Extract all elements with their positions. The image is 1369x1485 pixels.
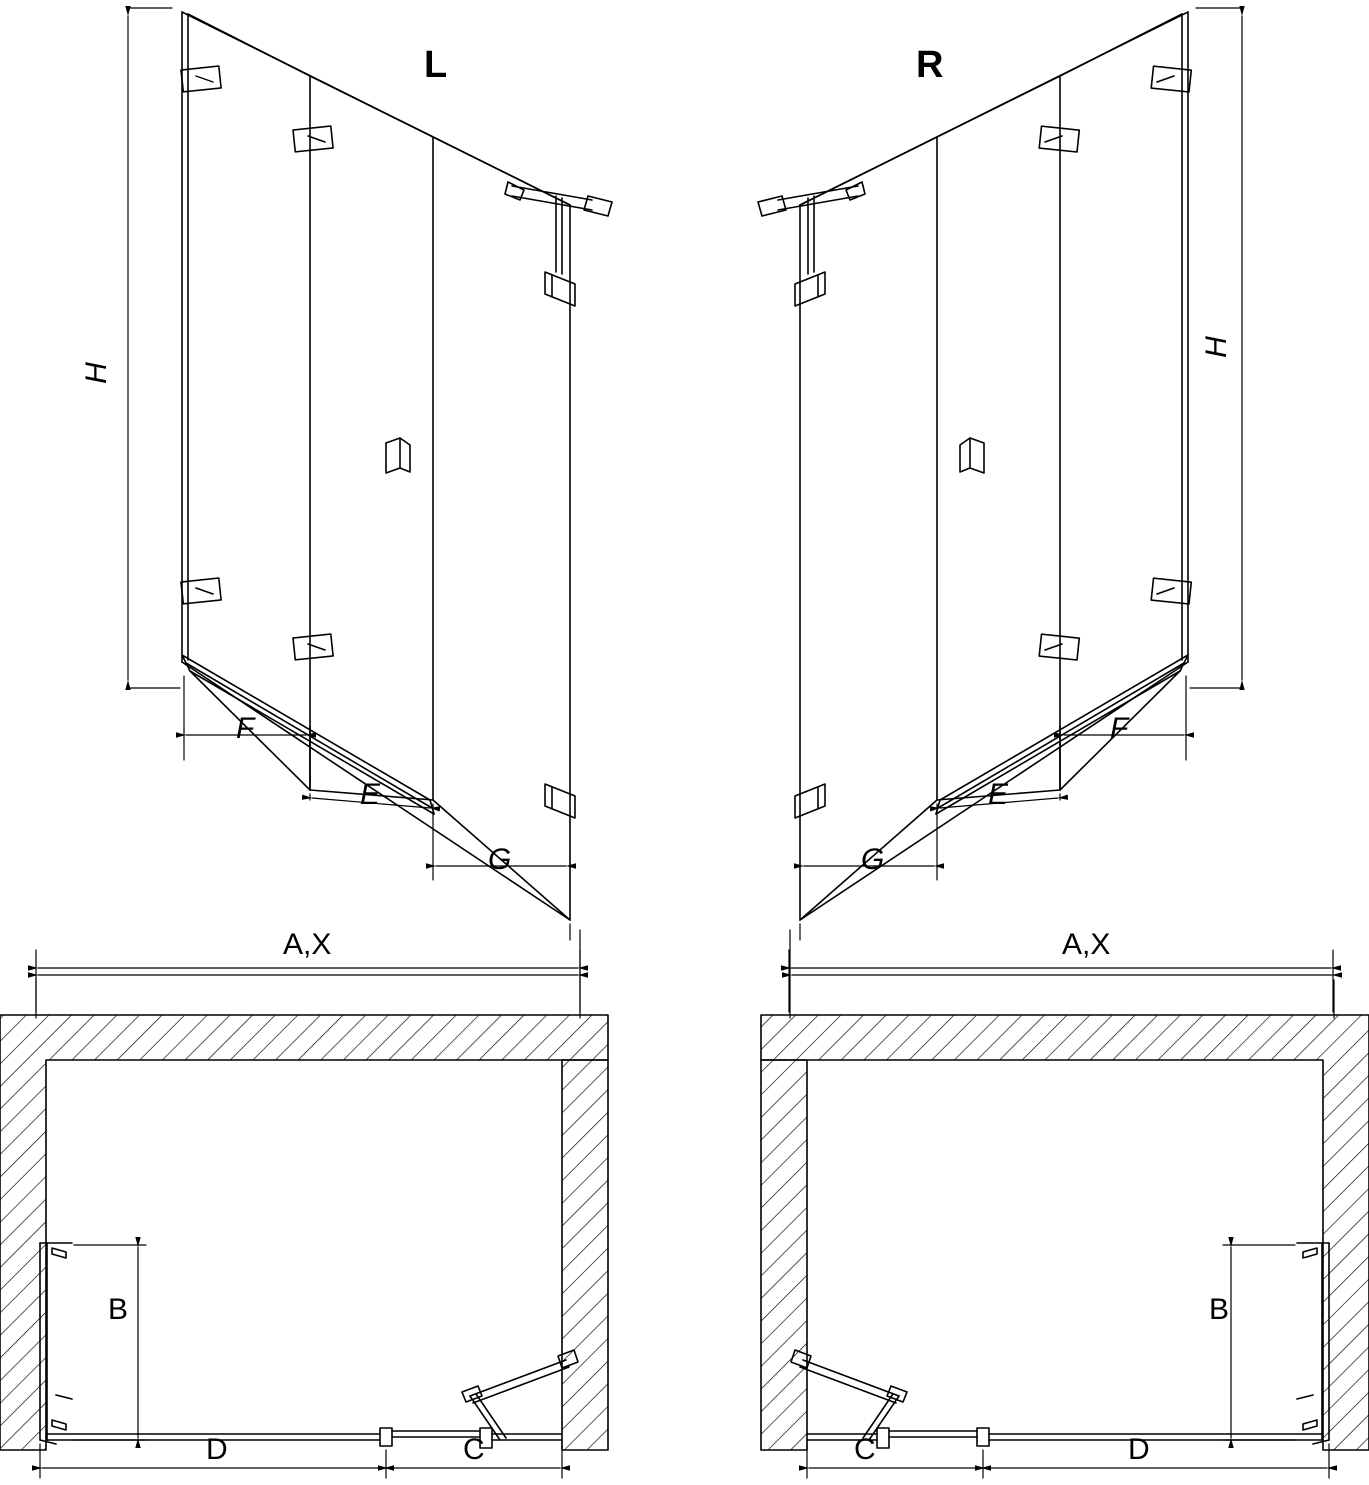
label-segment-e-right: E (988, 778, 1009, 811)
label-depth-b-left: B (108, 1293, 129, 1326)
label-height-right: H (1199, 336, 1233, 358)
plan-view-right (761, 950, 1369, 1478)
label-depth-b-right: B (1209, 1293, 1230, 1326)
label-plan-d-left: D (206, 1433, 228, 1466)
plan-view-left (0, 950, 608, 1478)
label-segment-f-left: F (236, 712, 255, 745)
label-variant-left: L (424, 44, 448, 86)
label-height-left: H (79, 362, 113, 384)
label-plan-c-right: C (854, 1433, 876, 1466)
label-plan-c-left: C (463, 1433, 485, 1466)
label-overall-left: A,X (283, 928, 332, 961)
label-overall-right: A,X (1062, 928, 1111, 961)
label-segment-g-right: G (861, 843, 885, 876)
label-segment-g-left: G (488, 843, 512, 876)
iso-view-left (36, 8, 612, 1018)
label-variant-right: R (916, 44, 944, 86)
label-segment-e-left: E (360, 778, 381, 811)
iso-view-right (758, 8, 1334, 1018)
label-plan-d-right: D (1128, 1433, 1150, 1466)
label-segment-f-right: F (1110, 712, 1129, 745)
